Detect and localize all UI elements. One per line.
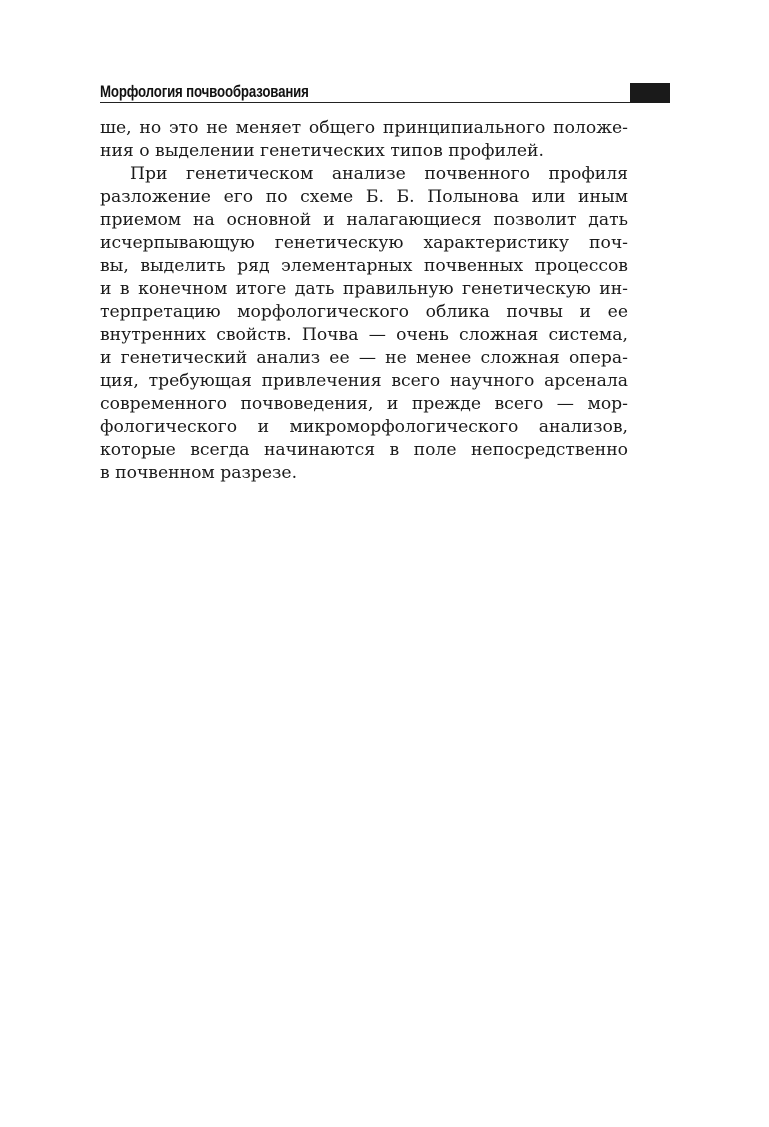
text-line: терпретацию морфологического облика почвы и ее	[100, 302, 628, 322]
text-line: разложение его по схеме Б. Б. Полынова или иным	[100, 187, 628, 207]
text-line: фологического и микроморфологического анализов,	[100, 417, 628, 437]
paragraph-1	[100, 117, 628, 163]
text-line: которые всегда начинаются в поле непосредственно	[100, 440, 628, 460]
text-line: ше, но это не меняет общего принципиального положе-	[100, 118, 628, 138]
running-header	[100, 80, 670, 106]
header-page-block	[630, 83, 670, 103]
text-line: и генетический анализ ее — не менее сложная опера-	[100, 348, 628, 368]
text-line: При генетическом анализе почвенного профиля	[130, 164, 628, 184]
text-line: в почвенном разрезе.	[100, 463, 298, 483]
paragraph-2	[100, 163, 628, 485]
running-header-title: Морфология почвообразования	[100, 82, 309, 101]
body-text	[100, 117, 628, 485]
text-line: современного почвоведения, и прежде всего — мор-	[100, 394, 628, 414]
header-rule	[100, 102, 630, 103]
text-line: ния о выделении генетических типов профилей.	[100, 141, 544, 161]
text-line: ция, требующая привлечения всего научного арсенала	[100, 371, 628, 391]
text-line: исчерпывающую генетическую характеристику поч-	[100, 233, 628, 253]
text-line: внутренних свойств. Почва — очень сложная система,	[100, 325, 628, 345]
text-line: и в конечном итоге дать правильную генетическую ин-	[100, 279, 628, 299]
text-line: приемом на основной и налагающиеся позволит дать	[100, 210, 628, 230]
text-line: вы, выделить ряд элементарных почвенных процессов	[100, 256, 628, 276]
